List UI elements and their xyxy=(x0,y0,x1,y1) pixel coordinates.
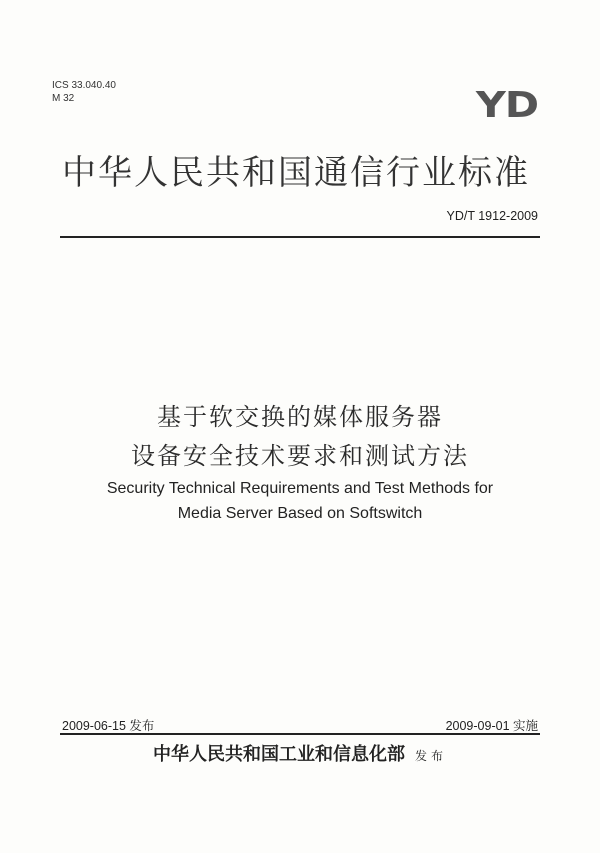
issuer-name: 中华人民共和国工业和信息化部 xyxy=(152,744,405,765)
publish-date: 2009-06-15 发布 xyxy=(62,719,155,733)
header-divider xyxy=(60,236,540,238)
implement-date: 2009-09-01 实施 xyxy=(445,719,538,733)
document-title-cn-line2: 设备安全技术要求和测试方法 xyxy=(131,442,469,470)
document-title-en-line2: Media Server Based on Softswitch xyxy=(177,505,423,522)
yd-logo: YD xyxy=(475,85,538,126)
document-title-en-line1: Security Technical Requirements and Test Methods for xyxy=(106,480,494,497)
standard-category-title: 中华人民共和国通信行业标准 xyxy=(62,153,530,193)
document-title-cn-line1: 基于软交换的媒体服务器 xyxy=(157,403,443,431)
issuer-suffix: 发布 xyxy=(414,749,447,763)
standard-number: YD/T 1912-2009 xyxy=(446,209,538,223)
issuing-authority xyxy=(0,740,600,766)
classification-codes xyxy=(52,79,116,105)
footer-divider xyxy=(60,733,540,735)
ics-code: ICS 33.040.40 xyxy=(52,80,116,91)
ccs-code: M 32 xyxy=(52,93,75,104)
